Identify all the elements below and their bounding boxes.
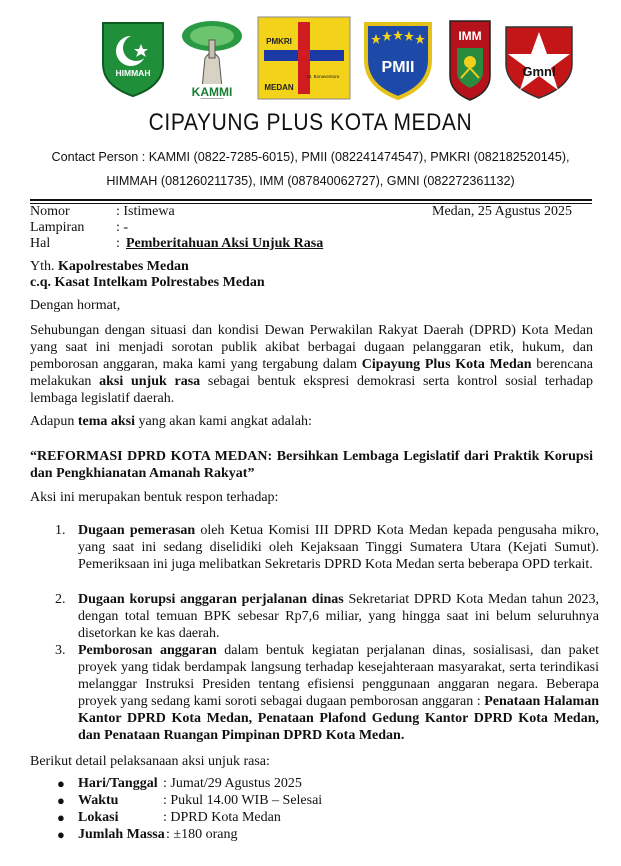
list-number: 2. [55,592,66,607]
nomor-value: : Istimewa [116,204,175,219]
kammi-logo-text: KAMMI [191,85,233,99]
imm-logo-text: IMM [458,29,482,43]
bullet-icon: ● [57,827,65,842]
bullet-icon: ● [57,776,65,791]
bullet-icon: ● [57,810,65,825]
coalition-name: Cipayung Plus Kota Medan [361,357,532,372]
list-item-heading: Dugaan pemerasan [78,523,196,538]
list-item-text: oleh Ketua Komisi III DPRD Kota Medan kepada pengusaha mikro, yang saat ini sedang diselidiki oleh Kejaksaan Tinggi Sumatera Utara (Kejati Sumut). Pemeriksaan ini juga melibatkan Sekretaris DPRD Kota Medan serta beberapa OPD terkait. [78,523,599,572]
detail-value: : Jumat/29 Agustus 2025 [163,776,302,791]
recipient-line-2: c.q. Kasat Intelkam Polrestabes Medan [30,275,265,290]
logo-row [0,14,621,110]
recipient-yth: Yth. [30,259,55,274]
pmkri-logo-city: MEDAN [264,83,294,92]
himmah-logo [100,20,166,98]
opening-text-e: sebagai bentuk ekspresi demokrasi serta kontrol sosial terhadap lembaga legislatif daerah. [30,374,594,406]
list-item-text: Sekretariat DPRD Kota Medan tahun 2023, dengan total temuan BPK sebesar Rp7,6 miliar, yang hingga saat ini belum seluruhnya disetorkan ke kas daerah. [78,592,599,641]
organization-title: CIPAYUNG PLUS KOTA MEDAN [148,109,473,136]
list-item-projects: Penataan Halaman Kantor DPRD Kota Medan, Penataan Plafond Gedung Kantor DPRD Kota Medan, dan Penataan Ruangan Pimpinan DPRD Kota Medan. [78,694,599,743]
opening-text-c: berencana melakukan [30,357,594,389]
letter-date: Medan, 25 Agustus 2025 [432,204,572,219]
list-item [78,642,599,744]
pmii-logo-text: PMII [381,59,415,76]
list-item-heading: Pemborosan anggaran [78,643,217,658]
detail-value: : DPRD Kota Medan [163,810,281,825]
recipient-line-1 [30,258,189,275]
gmni-logo-text: GmnI [522,64,556,79]
list-item [78,522,599,573]
imm-logo [447,18,493,102]
pmkri-logo-text: PMKRI [266,37,292,46]
letterhead-rule [30,199,592,201]
hal-label: Hal [30,236,51,251]
list-number: 1. [55,523,66,538]
lampiran-label: Lampiran [30,220,85,235]
detail-label: Jumlah Massa [78,827,165,842]
list-number: 3. [55,643,66,658]
lampiran-value: : - [116,220,129,235]
contact-line-1: Contact Person : KAMMI (0822-7285-6015), PMII (082241474547), PMKRI (082182520145), [51,150,570,164]
list-item-text: dalam bentuk kegiatan perjalanan dinas, sosialisasi, dan paket proyek yang tidak berdampak langsung terhadap kesejahteraan masyarakat, serta terindikasi melanggar Instruksi Presiden tentang efisiensi penggunaan anggaran negara. Beberapa proyek yang sedang kami soroti sebagai dugaan pemborosan anggaran : [78,643,600,709]
opening-text-a: Sehubungan dengan situasi dan kondisi Dewan Perwakilan Rakyat Daerah (DPRD) Kota Medan yang saat ini menjadi sorotan publik akibat berbagai dugaan pelanggaran etik, hukum, dan pemborosan anggaran, maka kami yang tergabung dalam [30,323,593,372]
list-item [78,591,599,642]
pmkri-logo [257,16,351,100]
pmii-logo [362,20,434,100]
response-intro: Aksi ini merupakan bentuk respon terhadap: [30,490,279,505]
detail-label: Waktu [78,793,119,808]
contact-line-2: HIMMAH (081260211735), IMM (087840062727), GMNI (082272361132) [106,174,515,188]
theme-intro-c: yang akan kami angkat adalah: [138,414,312,429]
protest-phrase: aksi unjuk rasa [99,374,201,389]
detail-label: Hari/Tanggal [78,776,158,791]
hal-subject: Pemberitahuan Aksi Unjuk Rasa [126,236,324,251]
action-theme-quote: “REFORMASI DPRD KOTA MEDAN: Bersihkan Lembaga Legislatif dari Praktik Korupsi dan Pengkhianatan Amanah Rakyat” [30,449,593,481]
pmkri-logo-motto: St. Bonaventura [306,74,340,79]
himmah-logo-text: HIMMAH [115,68,151,78]
theme-intro [30,413,312,430]
gmni-logo [503,24,575,100]
bullet-icon: ● [57,793,65,808]
nomor-label: Nomor [30,204,70,219]
detail-value: : ±180 orang [166,827,238,842]
detail-value: : Pukul 14.00 WIB – Selesai [163,793,323,808]
list-item-heading: Dugaan korupsi anggaran perjalanan dinas [78,592,344,607]
greeting: Dengan hormat, [30,298,121,313]
recipient-name: Kapolrestabes Medan [58,259,189,274]
hal-colon: : [116,236,120,251]
detail-label: Lokasi [78,810,119,825]
kammi-logo [179,18,245,100]
details-intro: Berikut detail pelaksanaan aksi unjuk rasa: [30,754,270,769]
opening-paragraph [30,322,593,407]
theme-intro-b: tema aksi [77,414,135,429]
theme-intro-a: Adapun [30,414,75,429]
